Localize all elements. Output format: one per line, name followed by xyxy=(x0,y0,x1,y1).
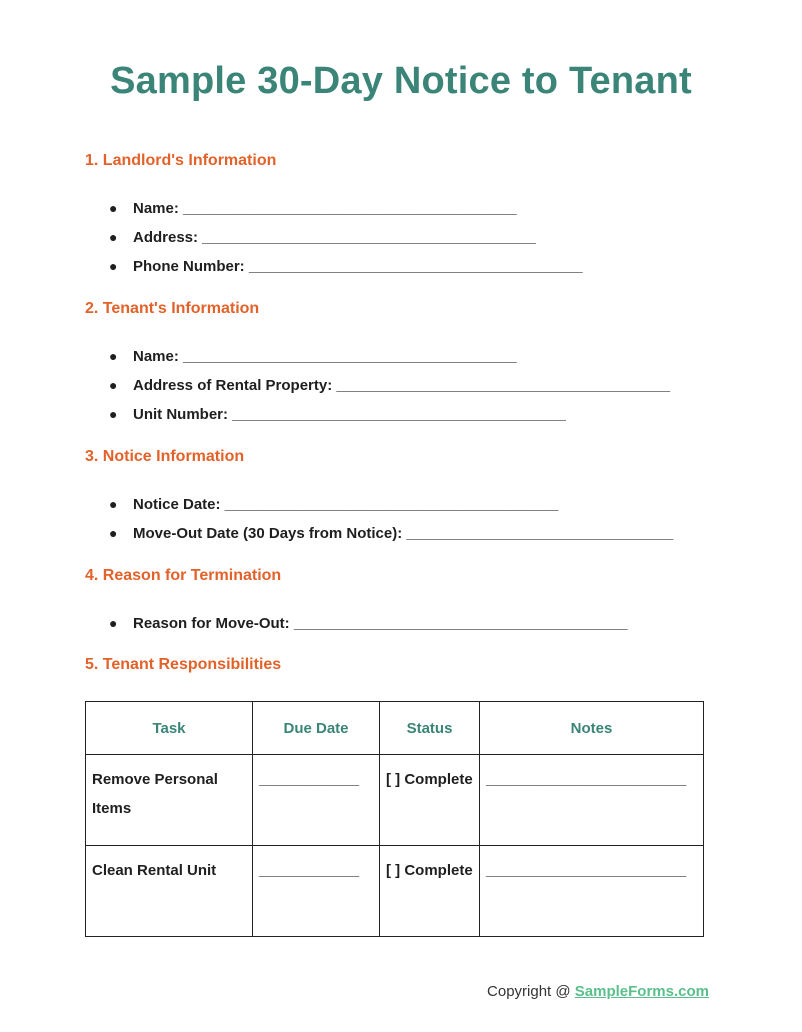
rental-address-field xyxy=(85,371,670,400)
field-label: Phone Number: ________________________________________ xyxy=(133,258,583,275)
landlord-field-list xyxy=(85,194,583,281)
column-header-notes: Notes xyxy=(480,702,704,755)
section-heading: 3. Notice Information xyxy=(85,448,245,465)
due-date-cell: ____________ xyxy=(253,846,380,937)
field-label: Address: ________________________________________ xyxy=(133,229,536,246)
bullet-icon: ● xyxy=(109,229,118,245)
tenant-field-list xyxy=(85,342,670,429)
bullet-icon: ● xyxy=(109,615,118,631)
brand-link[interactable]: SampleForms.com xyxy=(574,983,709,1000)
bullet-icon: ● xyxy=(109,348,118,364)
section-tenant-info xyxy=(85,300,670,429)
responsibilities-table xyxy=(85,701,704,937)
field-label: Address of Rental Property: ________________________________________ xyxy=(133,377,671,394)
section-notice-info xyxy=(85,448,673,548)
copyright-text: Copyright @ xyxy=(487,983,575,1000)
notice-date-field xyxy=(85,490,673,519)
due-date-cell: ____________ xyxy=(253,755,380,846)
copyright-footer xyxy=(487,983,709,1000)
column-header-due-date: Due Date xyxy=(253,702,380,755)
field-label: Name: ________________________________________ xyxy=(133,348,517,365)
section-heading: 2. Tenant's Information xyxy=(85,300,260,317)
section-termination-reason xyxy=(85,567,628,638)
field-label: Name: ________________________________________ xyxy=(133,200,517,217)
field-label: Reason for Move-Out: ________________________________________ xyxy=(133,615,628,632)
landlord-phone-field xyxy=(85,252,583,281)
landlord-name-field xyxy=(85,194,583,223)
column-header-task: Task xyxy=(86,702,253,755)
field-label: Move-Out Date (30 Days from Notice): ________________________________ xyxy=(133,525,674,542)
bullet-icon: ● xyxy=(109,525,118,541)
field-label: Unit Number: ________________________________________ xyxy=(133,406,566,423)
reason-field xyxy=(85,609,628,638)
reason-field-list xyxy=(85,609,628,638)
bullet-icon: ● xyxy=(109,200,118,216)
section-landlord-info xyxy=(85,152,583,281)
column-header-status: Status xyxy=(380,702,480,755)
move-out-date-field xyxy=(85,519,673,548)
section-heading: 1. Landlord's Information xyxy=(85,152,277,169)
table-row xyxy=(86,755,704,846)
notes-cell: ________________________ xyxy=(480,755,704,846)
tenant-name-field xyxy=(85,342,670,371)
field-label: Notice Date: ________________________________________ xyxy=(133,496,559,513)
task-cell: Clean Rental Unit xyxy=(86,846,253,937)
table-row xyxy=(86,846,704,937)
status-cell: [ ] Complete xyxy=(380,846,480,937)
document-title: Sample 30-Day Notice to Tenant xyxy=(110,60,692,102)
landlord-address-field xyxy=(85,223,583,252)
bullet-icon: ● xyxy=(109,496,118,512)
status-cell: [ ] Complete xyxy=(380,755,480,846)
unit-number-field xyxy=(85,400,670,429)
section-heading: 4. Reason for Termination xyxy=(85,567,282,584)
notes-cell: ________________________ xyxy=(480,846,704,937)
task-cell: Remove Personal Items xyxy=(86,755,253,846)
notice-field-list xyxy=(85,490,673,548)
table-header-row xyxy=(86,702,704,755)
bullet-icon: ● xyxy=(109,258,118,274)
section-tenant-responsibilities xyxy=(85,656,281,674)
bullet-icon: ● xyxy=(109,377,118,393)
section-heading: 5. Tenant Responsibilities xyxy=(85,656,282,673)
bullet-icon: ● xyxy=(109,406,118,422)
